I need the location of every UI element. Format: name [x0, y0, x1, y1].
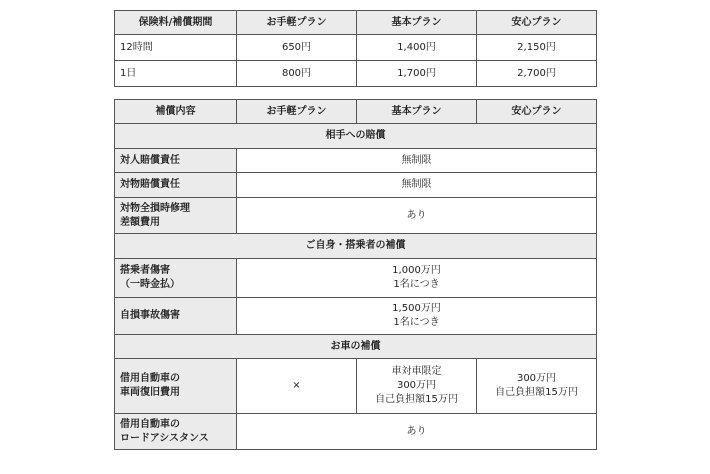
section-row — [115, 234, 597, 259]
coverage-value-line: 1,500万円 — [392, 303, 441, 314]
row-label-line: 借用自動車の — [120, 418, 180, 430]
table-row — [115, 35, 597, 61]
coverage-table — [114, 99, 597, 450]
header-easy-plan: お手軽プラン — [237, 11, 357, 35]
period-cell: 12時間 — [115, 35, 237, 61]
row-label-line: 借用自動車の — [120, 373, 180, 384]
table-row — [115, 259, 597, 298]
row-label-line: 差額費用 — [120, 216, 160, 228]
coverage-value-line: 1,000万円 — [392, 265, 441, 276]
row-label: 自損事故傷害 — [115, 298, 237, 335]
coverage-value-line: 300万円 — [396, 380, 437, 391]
row-label — [115, 198, 237, 234]
coverage-value-line: 自己負担額15万円 — [375, 394, 458, 405]
header-easy-plan: お手軽プラン — [237, 100, 357, 124]
coverage-value: 無制限 — [237, 149, 597, 173]
section-title-liability: 相手への賠償 — [115, 124, 597, 149]
section-title-passenger: ご自身・搭乗者の補償 — [115, 234, 597, 259]
row-label: 対物賠償責任 — [115, 173, 237, 198]
row-label: 対人賠償責任 — [115, 149, 237, 173]
row-label-line: 搭乗者傷害 — [120, 265, 170, 276]
price-cell: 1,400円 — [357, 35, 477, 61]
price-cell: 1,700円 — [357, 61, 477, 87]
coverage-value — [237, 259, 597, 298]
price-cell: 2,700円 — [477, 61, 597, 87]
section-row — [115, 335, 597, 359]
coverage-header-row — [115, 100, 597, 124]
table-row — [115, 173, 597, 198]
table-row — [115, 298, 597, 335]
header-basic-plan: 基本プラン — [357, 11, 477, 35]
row-label — [115, 359, 237, 414]
coverage-value: あり — [237, 414, 597, 450]
row-label — [115, 259, 237, 298]
section-row — [115, 124, 597, 149]
table-row — [115, 198, 597, 234]
premium-header-row — [115, 11, 597, 35]
price-cell: 650円 — [237, 35, 357, 61]
header-basic-plan: 基本プラン — [357, 100, 477, 124]
coverage-value-basic — [357, 359, 477, 414]
coverage-value-line: 自己負担額15万円 — [495, 387, 578, 398]
price-cell: 800円 — [237, 61, 357, 87]
coverage-value-line: 1名につき — [393, 317, 440, 328]
section-title-vehicle: お車の補償 — [115, 335, 597, 359]
table-row — [115, 414, 597, 450]
coverage-value-safe — [477, 359, 597, 414]
row-label-line: （一時金払） — [120, 279, 180, 290]
header-period: 保険料/補償期間 — [115, 11, 237, 35]
coverage-value: 無制限 — [237, 173, 597, 198]
coverage-value-line: 300万円 — [516, 373, 557, 384]
row-label — [115, 414, 237, 450]
table-row — [115, 359, 597, 414]
coverage-value-line: 車対車限定 — [391, 366, 442, 377]
premium-table — [114, 10, 597, 87]
coverage-value-line: 1名につき — [393, 279, 440, 290]
coverage-value-easy: × — [237, 359, 357, 414]
header-safe-plan: 安心プラン — [477, 11, 597, 35]
header-safe-plan: 安心プラン — [477, 100, 597, 124]
table-row — [115, 149, 597, 173]
price-cell: 2,150円 — [477, 35, 597, 61]
period-cell: 1日 — [115, 61, 237, 87]
table-row — [115, 61, 597, 87]
row-label-line: ロードアシスタンス — [120, 432, 209, 444]
header-coverage: 補償内容 — [115, 100, 237, 124]
coverage-value — [237, 298, 597, 335]
row-label-line: 対物全損時修理 — [120, 202, 190, 214]
coverage-value: あり — [237, 198, 597, 234]
row-label-line: 車両復旧費用 — [120, 387, 180, 398]
